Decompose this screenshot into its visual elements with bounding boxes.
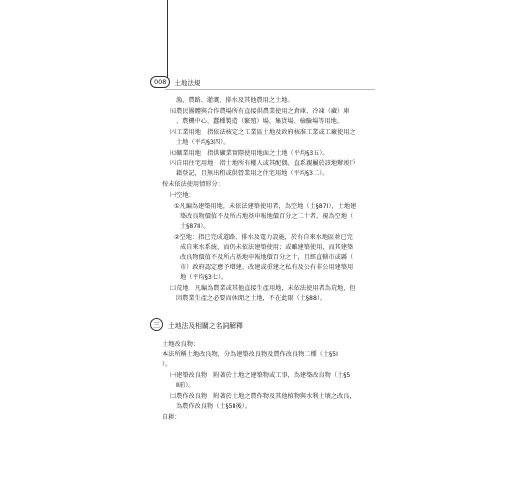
text-line: 市）政府認定應予增建、改建或重建之私有及公有非公用建築用 (180, 264, 354, 271)
section-number-circle: 三 (150, 318, 163, 331)
text-line: 自耕： (162, 414, 181, 421)
text-line: 按未依法使用情形分： (162, 181, 224, 188)
page-number: 008 (150, 76, 170, 88)
text-line: 籍登記，且無出租或供營業用之住宅用地（平均§3二）。 (176, 170, 329, 177)
text-line: ㈡農作改良物 附著於土地之農作物及其他植物與水利土壤之改良， (170, 393, 356, 400)
running-title: 土地法規 (174, 78, 201, 87)
text-line: 築改良物價值不及所占地基申報地價百分之二十者，視為空地（ (180, 213, 354, 220)
text-line: ㈥工業用地 指依法核定之工業區土地及政府核准工業或工廠使用之 (170, 129, 356, 136)
header-rule (165, 89, 375, 90)
text-line: 因農業生產之必要而休閒之土地，不在此限（土§88）。 (176, 295, 327, 302)
text-line: Ⅱ前）。 (176, 382, 195, 389)
text-line: 土§87Ⅱ）。 (180, 223, 210, 230)
text-line: 為農作改良物（土§5Ⅱ後）。 (176, 403, 252, 410)
text-line: ②空地：指已完成道路、排水及電力設施，於有自來水地區並已完 (174, 234, 353, 241)
page-header (150, 76, 200, 88)
text-line: ㈧自用住宅用地 指土地所有權人或其配偶、直系親屬於該地辦竣戶 (170, 160, 356, 167)
text-line: ㈤農民團體與合作農場所有直接供農業使用之倉庫、冷凍（藏）庫 (170, 108, 350, 115)
text-line: 土地（平均§3四）。 (176, 139, 230, 146)
text-line: 、農機中心、蠶種製造（繁殖）場、集貨場、檢驗場等用地。 (176, 118, 344, 125)
text-line: ）。 (162, 361, 172, 368)
text-line: 改良物價值不及所占基地申報地價百分之十，且經直轄市或縣（ (180, 254, 354, 261)
text-line: ㈦礦業用地 指供礦業實際使用地面之土地（平均§3五）。 (170, 150, 329, 157)
text-line: 土地改良物： (162, 341, 200, 348)
text-line: 地（平均§3七）。 (180, 274, 228, 281)
margin-vertical-rule (167, 0, 168, 83)
section-title: 土地法及相關之名詞解釋 (168, 322, 243, 330)
text-line: 本法所稱土地改良物，分為建築改良物及農作改良物二種（土§5Ⅰ (162, 351, 338, 358)
text-line: 漁、農路、灌溉、排水及其他農用之土地。 (176, 97, 294, 104)
text-line: ㈠建築改良物 附著於土地之建築物或工事，為建築改良物（土§5 (170, 372, 351, 379)
text-line: 成自來水系統，而仍未依法建築使用；或雖建築使用，而其建築 (180, 244, 354, 251)
text-line: ㈡荒地 凡編為農業或其他直接生產用地，未依法使用者為荒地，但 (170, 285, 356, 292)
text-line: ㈠空地： (170, 192, 195, 199)
text-line: ①凡編為建築用地，未依法建築使用者，為空地（土§87Ⅰ），土地建 (174, 203, 357, 210)
